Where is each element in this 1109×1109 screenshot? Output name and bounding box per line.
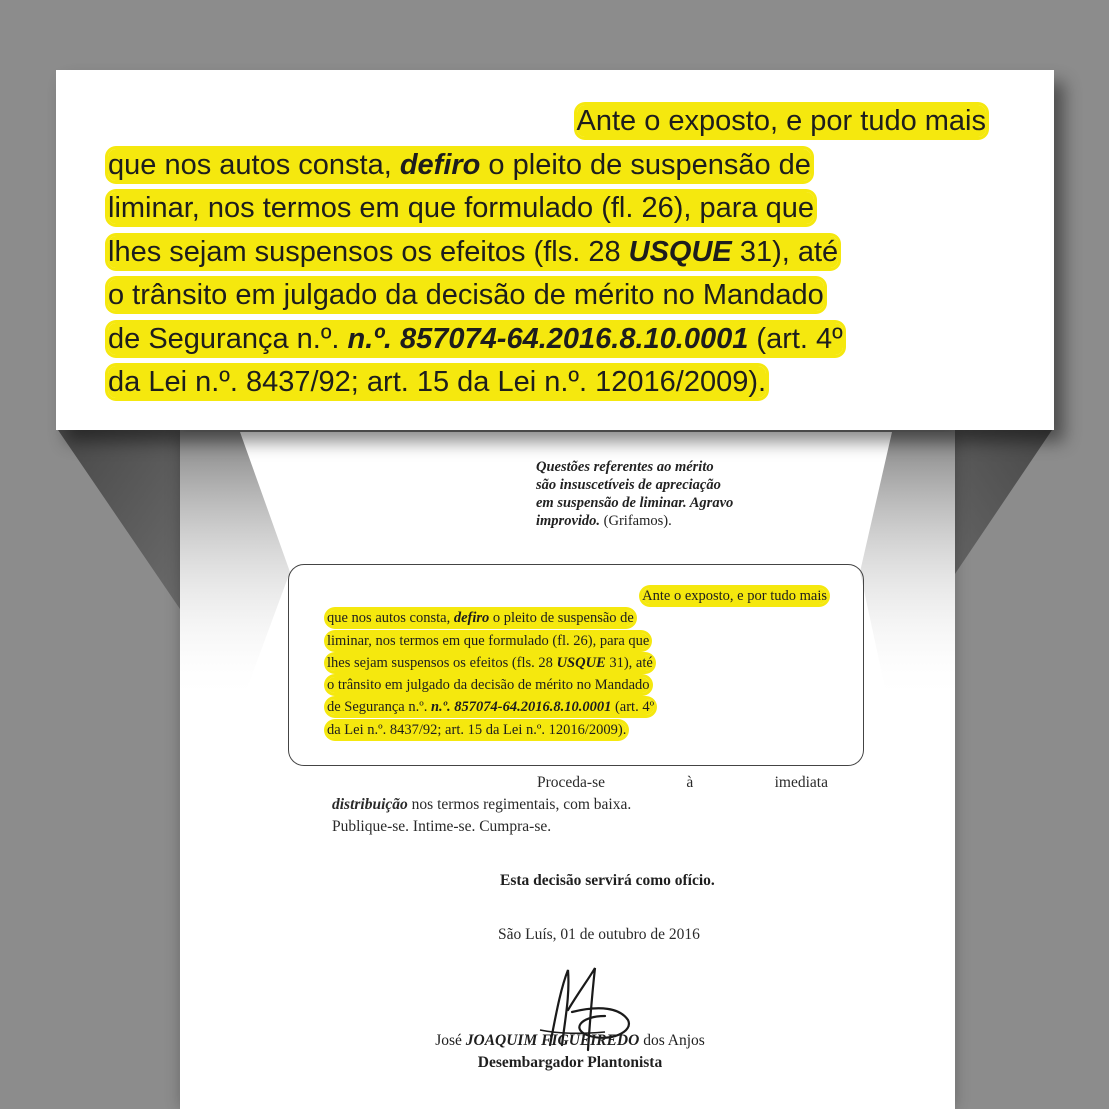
excerpt-line-5 [327,674,827,696]
quote-line: são insuscetíveis de apreciação [536,477,721,493]
defiro-emphasis: defiro [453,610,490,627]
zoom-text: que nos autos consta, [108,148,400,181]
excerpt-small [327,585,827,741]
after-line-2 [332,794,828,816]
signer-name [380,1030,760,1052]
quote-line: em suspensão de liminar. Agravo [536,495,734,511]
excerpt-text: o pleito de suspensão de [489,610,634,627]
zoom-usque-emphasis: USQUE [628,235,732,268]
quote-line: Questões referentes ao mérito [536,459,714,475]
usque-emphasis: USQUE [556,654,606,671]
after-paragraph [332,772,828,838]
zoom-text: da Lei n.º. 8437/92; art. 15 da Lei n.º. 12016/2009). [108,366,767,398]
excerpt-text: Ante o exposto, e por tudo mais [642,588,827,604]
zoom-line-3 [108,187,986,231]
signer-surname: JOAQUIM FIGUEIREDO [465,1032,640,1049]
after-word: imediata [774,774,828,791]
zoom-case-number-emphasis: n.º. 857074-64.2016.8.10.0001 [347,322,749,355]
excerpt-line-3 [327,630,827,652]
distribuicao-emphasis: distribuição [332,796,408,813]
highlighted-excerpt-box [288,564,864,766]
zoom-text: de Segurança n.º. [108,322,348,355]
signer-first: José [435,1032,466,1049]
excerpt-text: liminar, nos termos em que formulado (fl. 26), para que [327,632,650,649]
signer-last: dos Anjos [639,1032,705,1049]
zoom-line-7 [108,361,986,405]
zoom-line-2 [108,144,986,188]
excerpt-text: (art. 4º [611,699,655,716]
excerpt-line-1 [327,585,827,607]
zoom-text: o pleito de suspensão de [480,148,811,181]
quote-tail: (Grifamos). [603,513,672,529]
after-line-1 [332,772,828,794]
excerpt-text: da Lei n.º. 8437/92; art. 15 da Lei n.º. 12016/2009). [327,721,627,738]
zoom-line-4 [108,231,986,275]
zoom-text: (art. 4º [748,322,843,355]
case-number-emphasis: n.º. 857074-64.2016.8.10.0001 [430,699,612,716]
closing-statement: Esta decisão servirá como ofício. [500,872,715,889]
after-word: à [686,774,694,791]
zoom-line-1 [108,100,986,144]
zoom-text: lhes sejam suspensos os efeitos (fls. 28 [108,235,629,268]
zoom-line-5 [108,274,986,318]
excerpt-line-6 [327,696,827,718]
excerpt-line-2 [327,607,827,629]
zoomed-callout [56,70,1054,430]
signer-block [380,1030,760,1074]
document-page [180,432,955,1109]
zoom-line-6 [108,318,986,362]
after-word: Proceda-se [537,774,605,791]
quote-line: improvido. [536,513,601,529]
excerpt-line-4 [327,652,827,674]
excerpt-line-7 [327,719,827,741]
excerpt-text: lhes sejam suspensos os efeitos (fls. 28 [327,654,557,671]
excerpt-text: 31), até [605,654,653,671]
excerpt-text: que nos autos consta, [327,610,454,627]
zoom-text: 31), até [731,235,839,268]
after-line-3: Publique-se. Intime-se. Cumpra-se. [332,818,552,835]
signer-role: Desembargador Plantonista [477,1054,663,1071]
zoom-text: Ante o exposto, e por tudo mais [576,105,986,137]
zoom-defiro-emphasis: defiro [399,148,481,181]
excerpt-text: o trânsito em julgado da decisão de mérito no Mandado [327,677,650,694]
zoom-text: o trânsito em julgado da decisão de mérito no Mandado [108,279,824,311]
excerpt-large [108,100,986,405]
place-date: São Luís, 01 de outubro de 2016 [498,926,700,943]
zoom-text: liminar, nos termos em que formulado (fl. 26), para que [108,192,814,224]
quote-block [536,458,828,530]
after-text: nos termos regimentais, com baixa. [407,796,632,813]
excerpt-text: de Segurança n.º. [327,699,431,716]
